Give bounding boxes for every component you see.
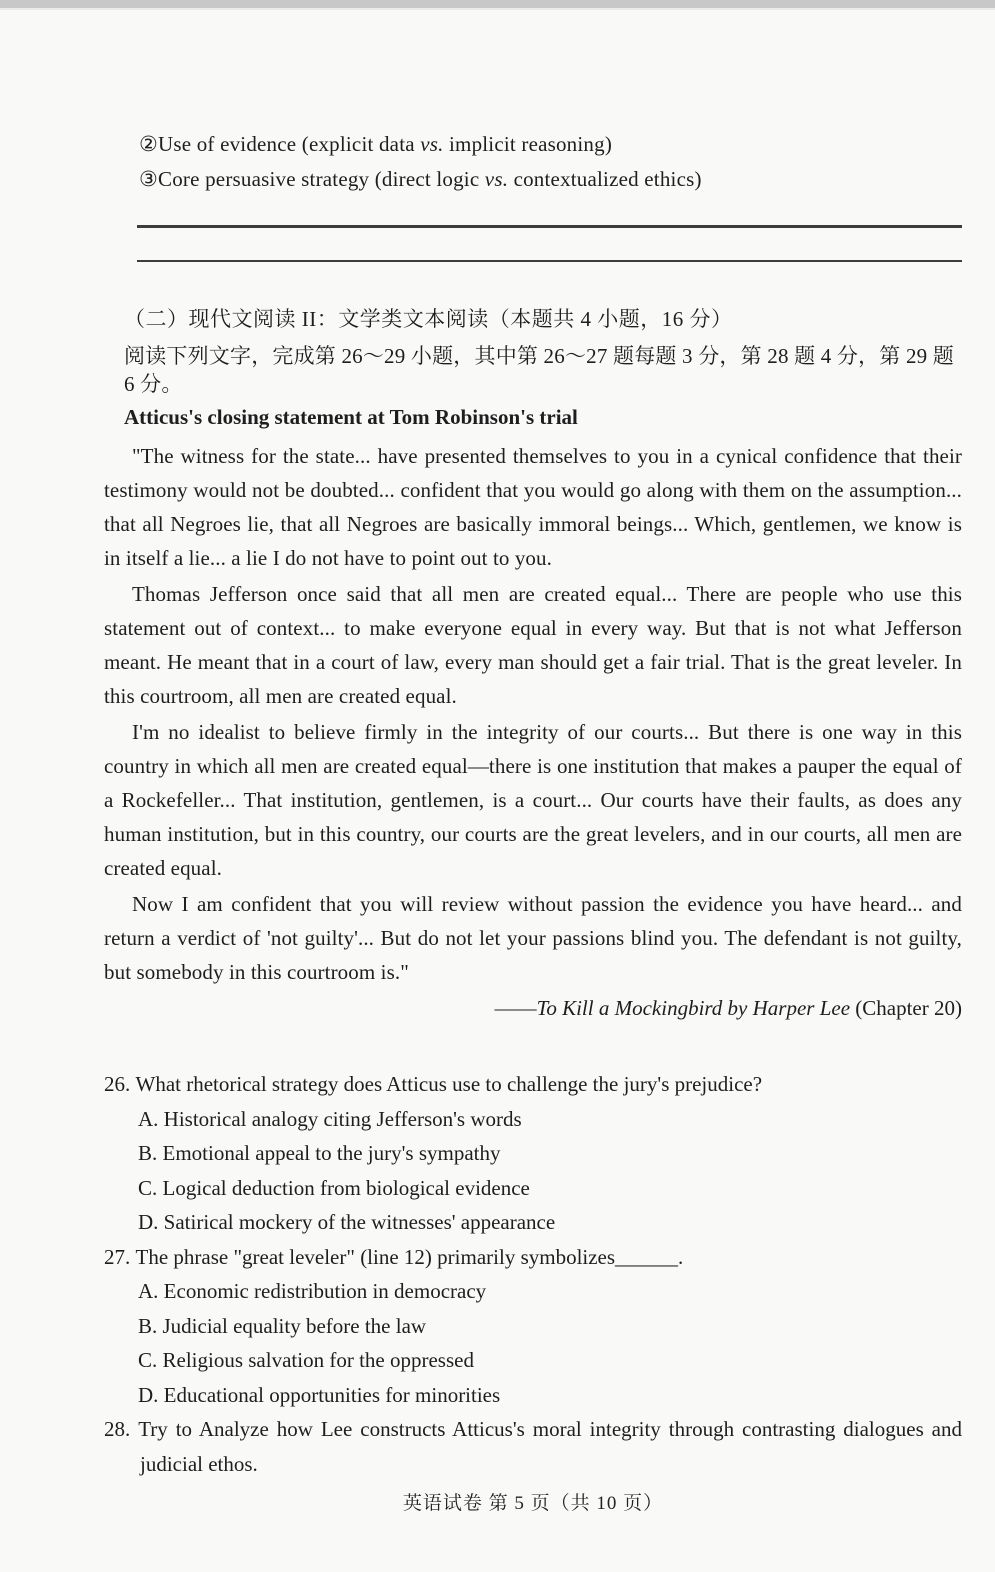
- window-top-bar: [0, 0, 995, 10]
- section-heading: （二）现代文阅读 II：文学类文本阅读（本题共 4 小题，16 分）: [124, 307, 733, 331]
- question-26: [104, 1067, 962, 1240]
- question-28-stem: [104, 1412, 962, 1481]
- question-26-option-b: B. Emotional appeal to the jury's sympathy: [138, 1141, 501, 1165]
- question-26-text: What rhetorical strategy does Atticus use to challenge the jury's prejudice?: [135, 1072, 763, 1096]
- question-27-number: 27.: [104, 1244, 131, 1269]
- answer-lines: [104, 225, 962, 262]
- answer-blank-line-2: [137, 260, 962, 262]
- question-27-option-d: D. Educational opportunities for minorities: [138, 1382, 501, 1407]
- exam-page: [0, 10, 995, 1557]
- passage-paragraph-2: Thomas Jefferson once said that all men are created equal... There are people who use this statement out of context... to make everyone equal in every way. But that is not what Jefferson meant. He meant that in a court of law, every man should get a fair trial. That is the great leveler. In this courtroom, all men are created equal.: [104, 582, 962, 708]
- question-27-stem: [104, 1240, 962, 1275]
- question-28: [104, 1412, 962, 1481]
- passage-title: Atticus's closing statement at Tom Robinson's trial: [124, 405, 578, 429]
- analysis-point-2-vs: vs.: [420, 132, 444, 156]
- question-27: [104, 1240, 962, 1413]
- question-27-option-b: B. Judicial equality before the law: [138, 1313, 427, 1338]
- attribution-work-title: To Kill a Mockingbird by Harper Lee: [536, 996, 851, 1020]
- question-28-text: Try to Analyze how Lee constructs Atticus's moral integrity through contrasting dialogues and judicial ethos.: [138, 1417, 963, 1476]
- analysis-point-3-post: contextualized ethics): [508, 167, 702, 191]
- passage-paragraph-3: I'm no idealist to believe firmly in the integrity of our courts... But there is one way in this country in which all men are created equal—there is one institution that makes a pauper the equal of a Rockefeller... That institution, gentlemen, is a court... Our courts have their faults, as does any human institution, but in this country, our courts are the great levelers, and in our courts, all men are created equal.: [104, 720, 962, 880]
- analysis-point-3-pre: ③Core persuasive strategy (direct logic: [139, 167, 485, 191]
- section-instruction: 阅读下列文字，完成第 26～29 小题，其中第 26～27 题每题 3 分，第 28 题 4 分，第 29 题 6 分。: [124, 344, 954, 396]
- analysis-point-2: [104, 127, 962, 162]
- answer-blank-line-1: [137, 225, 962, 228]
- analysis-point-3: [104, 162, 962, 197]
- page-footer: 英语试卷 第 5 页（共 10 页）: [402, 1493, 664, 1514]
- question-27-option-a: A. Economic redistribution in democracy: [138, 1279, 487, 1303]
- question-26-option-c: C. Logical deduction from biological evidence: [138, 1175, 530, 1200]
- analysis-point-2-pre: ②Use of evidence (explicit data: [139, 132, 421, 156]
- question-27-text: The phrase "great leveler" (line 12) primarily symbolizes______.: [135, 1244, 684, 1269]
- question-26-number: 26.: [104, 1072, 131, 1096]
- passage-attribution: [104, 991, 962, 1025]
- question-28-number: 28.: [104, 1417, 131, 1441]
- question-26-option-d: D. Satirical mockery of the witnesses' appearance: [138, 1210, 556, 1234]
- questions-section: [104, 1067, 962, 1481]
- passage-paragraph-1: "The witness for the state... have presented themselves to you in a cynical confidence that their testimony would not be doubted... confident that you would go along with them on the assumption... that all Negroes lie, that all Negroes are basically immoral beings... Which, gentlemen, we know is in itself a lie... a lie I do not have to point out to you.: [104, 444, 962, 570]
- attribution-dashes: ——: [494, 996, 537, 1020]
- question-26-stem: [104, 1067, 962, 1102]
- question-27-option-c: C. Religious salvation for the oppressed: [138, 1348, 474, 1372]
- attribution-chapter: (Chapter 20): [850, 996, 962, 1020]
- analysis-point-2-post: implicit reasoning): [443, 132, 613, 156]
- analysis-point-3-vs: vs.: [484, 167, 509, 191]
- question-26-option-a: A. Historical analogy citing Jefferson's words: [138, 1106, 522, 1131]
- passage-paragraph-4: Now I am confident that you will review without passion the evidence you have heard... and return a verdict of 'not guilty'... But do not let your passions blind you. The defendant is not guilty, but somebody in this courtroom is.": [104, 892, 962, 984]
